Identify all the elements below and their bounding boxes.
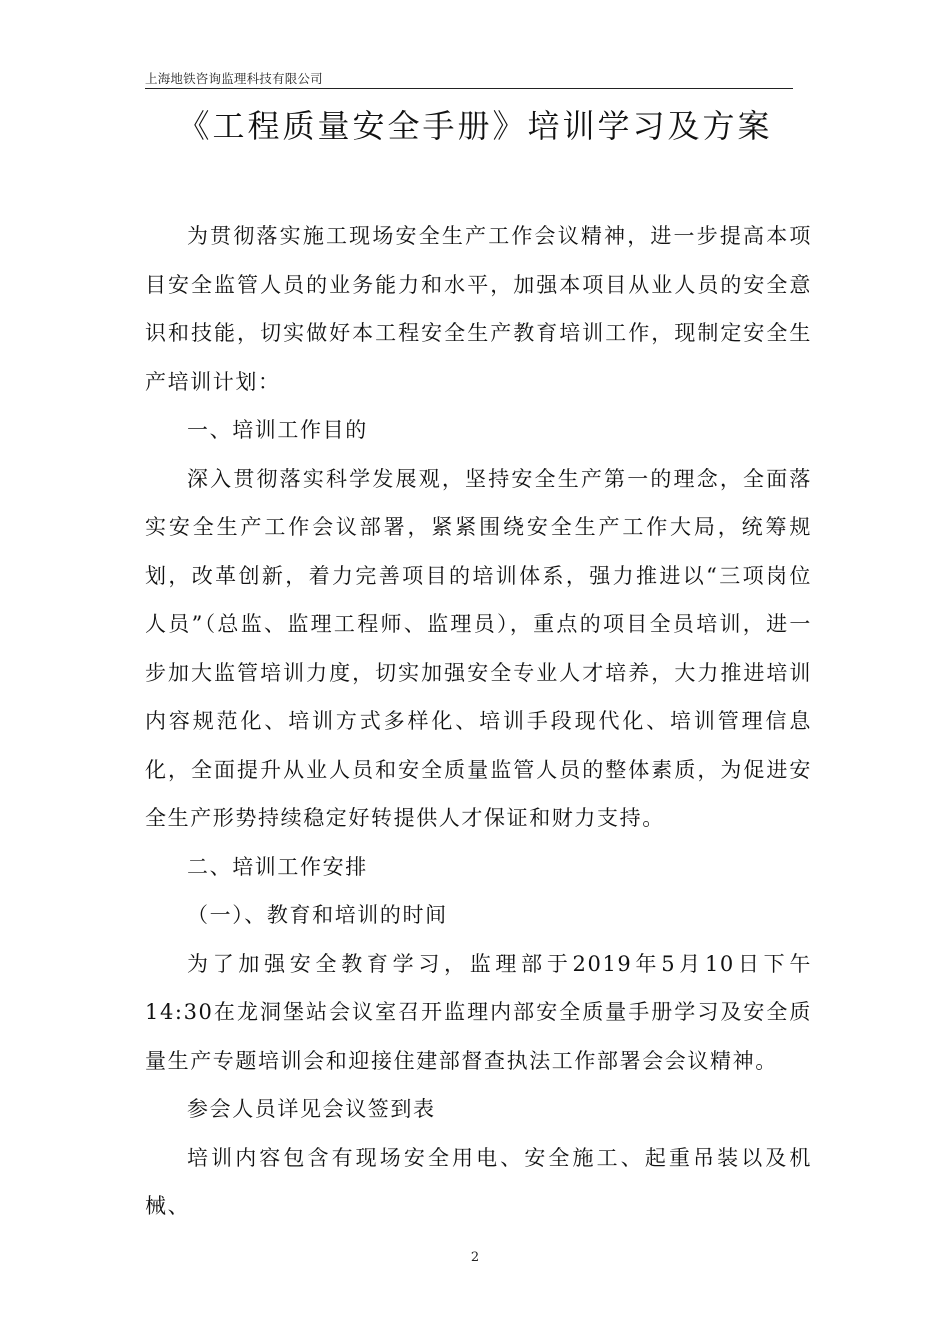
section-heading-purpose: 一、培训工作目的 bbox=[187, 418, 368, 442]
document-title: 《工程质量安全手册》培训学习及方案 bbox=[177, 107, 773, 145]
header-company-name: 上海地铁咨询监理科技有限公司 bbox=[145, 71, 323, 86]
page-header bbox=[145, 70, 793, 89]
page-number: 2 bbox=[470, 1250, 480, 1265]
intro-paragraph: 为贯彻落实施工现场安全生产工作会议精神，进一步提高本项目安全监管人员的业务能力和水平，加强本项目从业人员的安全意识和技能，切实做好本工程安全生产教育培训工作，现制定安全生产培训计划： bbox=[145, 224, 812, 394]
document-body bbox=[145, 212, 812, 1231]
subsection-heading-time: （一）、教育和培训的时间 bbox=[187, 903, 448, 927]
attendees-paragraph: 参会人员详见会议签到表 bbox=[187, 1097, 436, 1121]
training-content-paragraph: 培训内容包含有现场安全用电、安全施工、起重吊装以及机械、 bbox=[145, 1145, 812, 1218]
section-heading-arrangement: 二、培训工作安排 bbox=[187, 854, 368, 879]
purpose-paragraph: 深入贯彻落实科学发展观，坚持安全生产第一的理念，全面落实安全生产工作会议部署，紧紧围绕安全生产工作大局，统筹规划，改革创新，着力完善项目的培训体系，强力推进以“三项岗位人员”（总监、监理工程师、监理员），重点的项目全员培训，进一步加大监管培训力度，切实加强安全专业人才培养，大力推进培训内容规范化、培训方式多样化、培训手段现代化、培训管理信息化，全面提升从业人员和安全质量监管人员的整体素质，为促进安全生产形势持续稳定好转提供人才保证和财力支持。 bbox=[145, 466, 812, 830]
training-time-paragraph: 为了加强安全教育学习，监理部于2019年5月10日下午14:30在龙洞堡站会议室召开监理内部安全质量手册学习及安全质量生产专题培训会和迎接住建部督查执法工作部署会会议精神。 bbox=[145, 951, 812, 1073]
